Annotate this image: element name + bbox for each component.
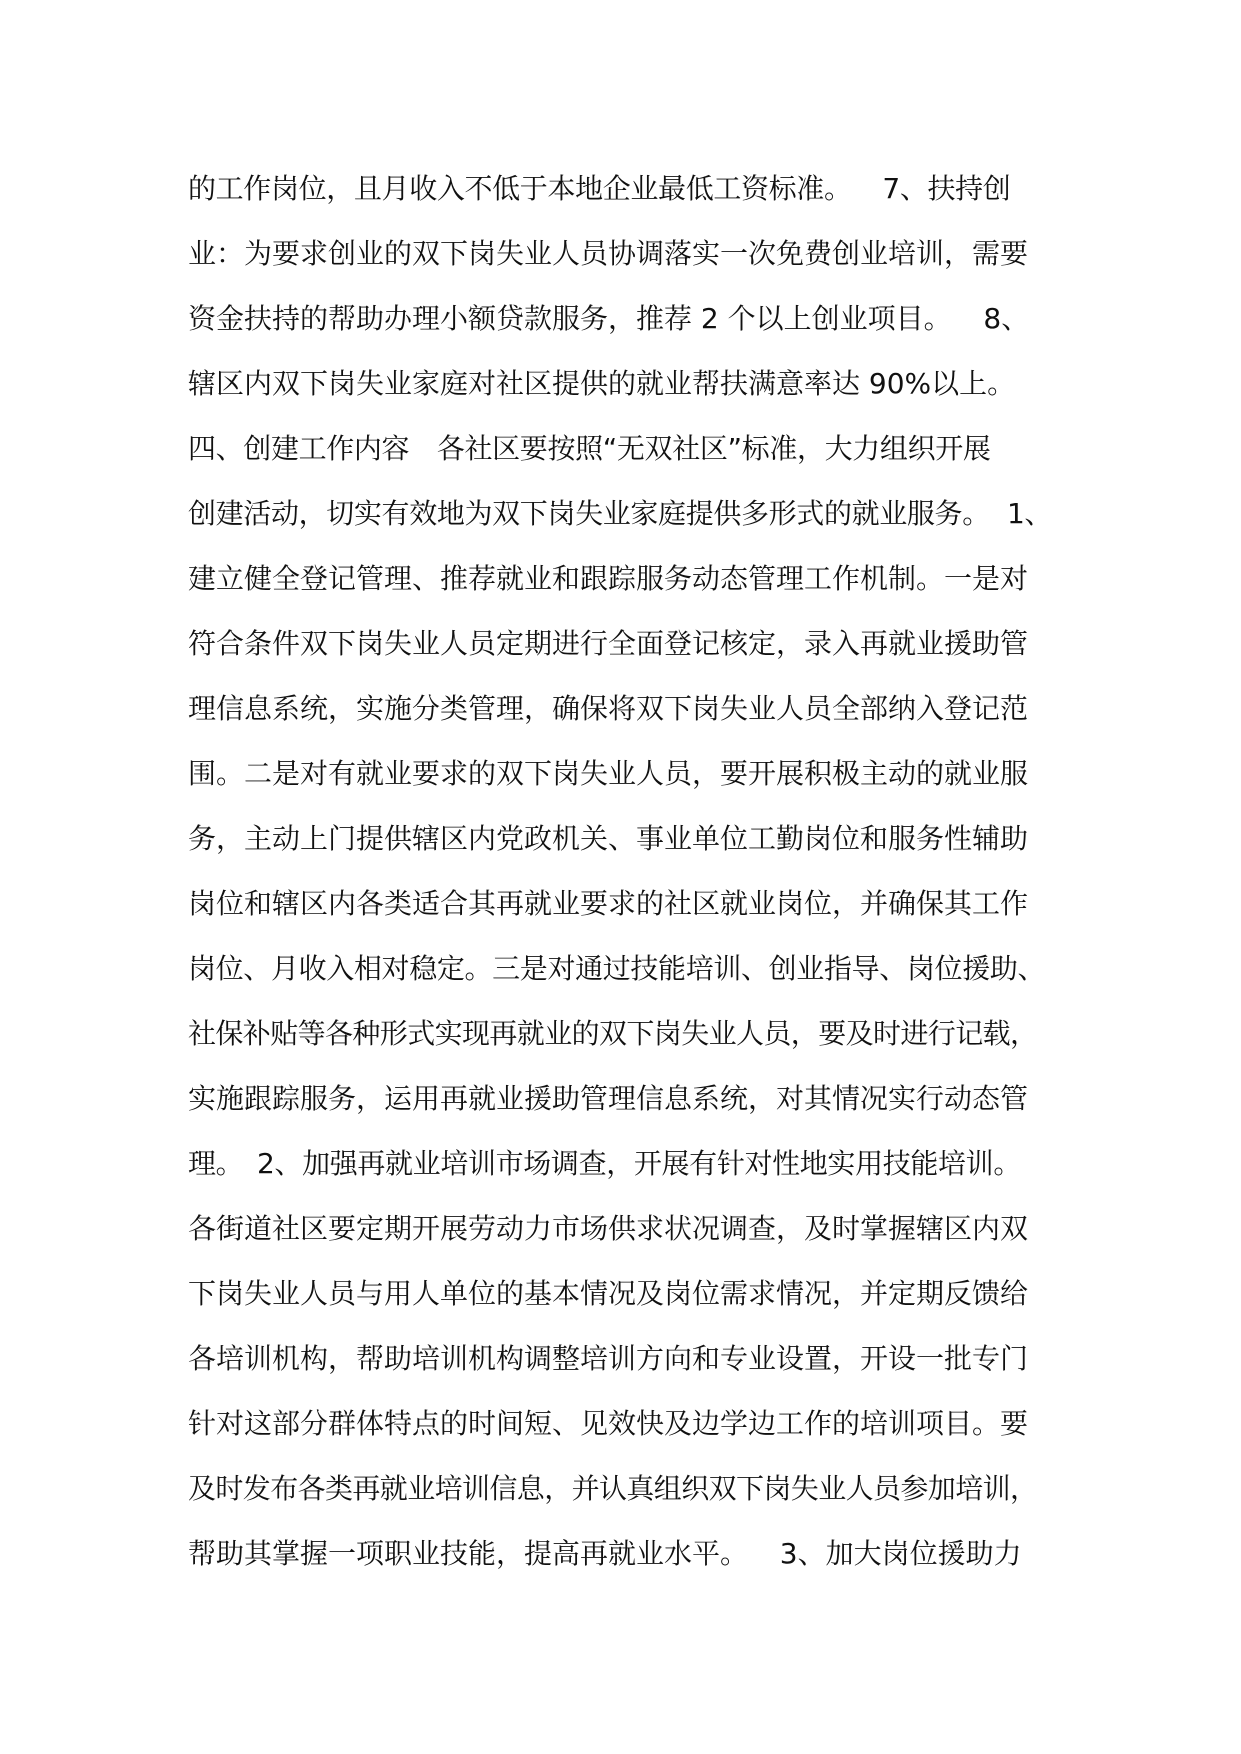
text-line: 及时发布各类再就业培训信息，并认真组织双下岗失业人员参加培训，	[188, 1472, 1038, 1505]
text-line: 的工作岗位，且月收入不低于本地企业最低工资标准。 7、扶持创	[188, 172, 1011, 205]
body-text	[188, 156, 1068, 1586]
text-line: 岗位、月收入相对稳定。三是对通过技能培训、创业指导、岗位援助、	[188, 952, 1046, 985]
text-line: 岗位和辖区内各类适合其再就业要求的社区就业岗位，并确保其工作	[188, 887, 1029, 920]
text-line: 理信息系统，实施分类管理，确保将双下岗失业人员全部纳入登记范	[188, 692, 1029, 725]
text-line: 帮助其掌握一项职业技能，提高再就业水平。 3、加大岗位援助力	[188, 1537, 1022, 1570]
text-line: 创建活动，切实有效地为双下岗失业家庭提供多形式的就业服务。 1、	[188, 497, 1053, 530]
text-line: 社保补贴等各种形式实现再就业的双下岗失业人员，要及时进行记载，	[188, 1017, 1038, 1050]
text-line: 各街道社区要定期开展劳动力市场供求状况调查，及时掌握辖区内双	[188, 1212, 1029, 1245]
text-line: 各培训机构，帮助培训机构调整培训方向和专业设置，开设一批专门	[188, 1342, 1029, 1375]
text-line: 务，主动上门提供辖区内党政机关、事业单位工勤岗位和服务性辅助	[188, 822, 1029, 855]
text-line: 资金扶持的帮助办理小额贷款服务，推荐 2 个以上创业项目。 8、	[188, 302, 1030, 335]
text-line: 针对这部分群体特点的时间短、见效快及边学边工作的培训项目。要	[188, 1407, 1029, 1440]
text-line: 辖区内双下岗失业家庭对社区提供的就业帮扶满意率达 90%以上。	[188, 367, 1016, 400]
text-line: 符合条件双下岗失业人员定期进行全面登记核定，录入再就业援助管	[188, 627, 1029, 660]
text-line: 业：为要求创业的双下岗失业人员协调落实一次免费创业培训，需要	[188, 237, 1029, 270]
text-line: 围。二是对有就业要求的双下岗失业人员，要开展积极主动的就业服	[188, 757, 1029, 790]
text-line: 理。 2、加强再就业培训市场调查，开展有针对性地实用技能培训。	[188, 1147, 1021, 1180]
text-line: 建立健全登记管理、推荐就业和跟踪服务动态管理工作机制。一是对	[188, 562, 1029, 595]
text-line: 实施跟踪服务，运用再就业援助管理信息系统，对其情况实行动态管	[188, 1082, 1029, 1115]
text-line: 四、创建工作内容 各社区要按照“无双社区”标准，大力组织开展	[188, 432, 991, 465]
text-line: 下岗失业人员与用人单位的基本情况及岗位需求情况，并定期反馈给	[188, 1277, 1029, 1310]
